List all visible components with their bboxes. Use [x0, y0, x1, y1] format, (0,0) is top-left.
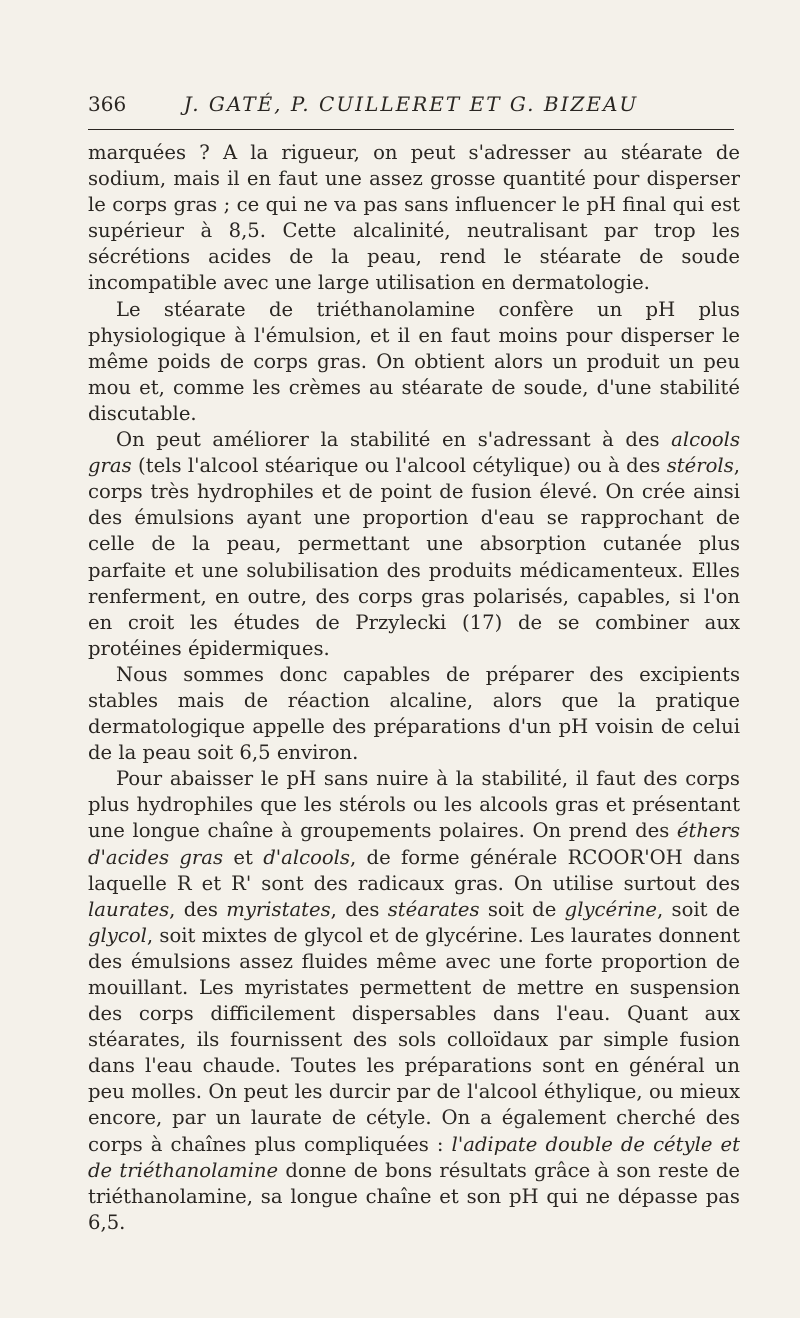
text-run: (tels l'alcool stéarique ou l'alcool cétylique) ou à des	[131, 454, 667, 478]
header-rule	[88, 129, 734, 130]
text-run: , de forme générale RCOOR'OH dans laquelle R et R' sont des radicaux gras. On utilise surtout des	[88, 845, 741, 895]
text-run: , des	[330, 897, 388, 921]
paragraph	[88, 140, 740, 297]
italic-term: stérols	[666, 454, 734, 478]
text-run: , soit mixtes de glycol et de glycérine. Les laurates donnent des émulsions assez fluides même avec une forte proportion de mouillant. Les myristates permettent de mettre en suspension des corps difficilement dispersables dans l'eau. Quant aux stéarates, ils fournissent des sols colloïdaux par simple fusion dans l'eau chaude. Toutes les préparations sont en général un peu molles. On peut les durcir par de l'alcool éthylique, ou mieux encore, par un laurate de cétyle. On a également cherché des corps à chaînes plus compliquées :	[88, 923, 740, 1156]
italic-term: l'adipate double de cétyle et de triéthanolamine	[88, 1132, 740, 1182]
text-run: et	[223, 845, 264, 869]
body-text	[88, 140, 740, 1236]
italic-term: alcools gras	[88, 428, 740, 478]
italic-term: éthers d'acides gras	[88, 819, 740, 869]
page-number: 366	[88, 92, 127, 116]
text-run: soit de	[479, 897, 565, 921]
italic-term: myristates	[226, 897, 331, 921]
text-run: , corps très hydrophiles et de point de fusion élevé. On crée ainsi des émulsions ayant une proportion d'eau se rapprochant de celle de la peau, permettant une absorption cutanée plus parfaite et une solubilisation des produits médicamenteux. Elles renferment, en outre, des corps gras polarisés, capables, si l'on en croit les études de Przylecki (17) de se combiner aux protéines épidermiques.	[88, 454, 740, 660]
text-run: marquées ? A la rigueur, on peut s'adresser au stéarate de sodium, mais il en faut une assez grosse quantité pour disperser le corps gras ; ce qui ne va pas sans influencer le pH final qui est supérieur à 8,5. Cette alcalinité, neutralisant par trop les sécrétions acides de la peau, rend le stéarate de soude incompatible avec une large utilisation en dermatologie.	[88, 141, 740, 295]
text-run: , soit de	[656, 897, 740, 921]
text-run: , des	[169, 897, 227, 921]
paragraph	[88, 766, 740, 1236]
text-run: Pour abaisser le pH sans nuire à la stabilité, il faut des corps plus hydrophiles que les stérols ou les alcools gras et présentant une longue chaîne à groupements polaires. On prend des	[88, 767, 740, 843]
running-title: J. GATÉ, P. CUILLERET ET G. BIZEAU	[183, 92, 639, 116]
text-run: donne de bons résultats grâce à son reste de triéthanolamine, sa longue chaîne et son pH qui ne dépasse pas 6,5.	[88, 1158, 740, 1234]
italic-term: d'alcools	[263, 845, 350, 869]
text-run: Le stéarate de triéthanolamine confère un pH plus physiologique à l'émulsion, et il en faut moins pour disperser le même poids de corps gras. On obtient alors un produit un peu mou et, comme les crèmes au stéarate de soude, d'une stabilité discutable.	[88, 297, 740, 425]
italic-term: laurates	[88, 897, 170, 921]
text-run: On peut améliorer la stabilité en s'adressant à des	[116, 428, 672, 452]
italic-term: glycol	[88, 923, 147, 947]
paragraph	[88, 427, 740, 662]
paragraph	[88, 662, 740, 766]
italic-term: glycérine	[564, 897, 657, 921]
paragraph	[88, 297, 740, 427]
text-run: Nous sommes donc capables de préparer des excipients stables mais de réaction alcaline, alors que la pratique dermatologique appelle des préparations d'un pH voisin de celui de la peau soit 6,5 environ.	[88, 662, 740, 765]
italic-term: stéarates	[387, 897, 480, 921]
